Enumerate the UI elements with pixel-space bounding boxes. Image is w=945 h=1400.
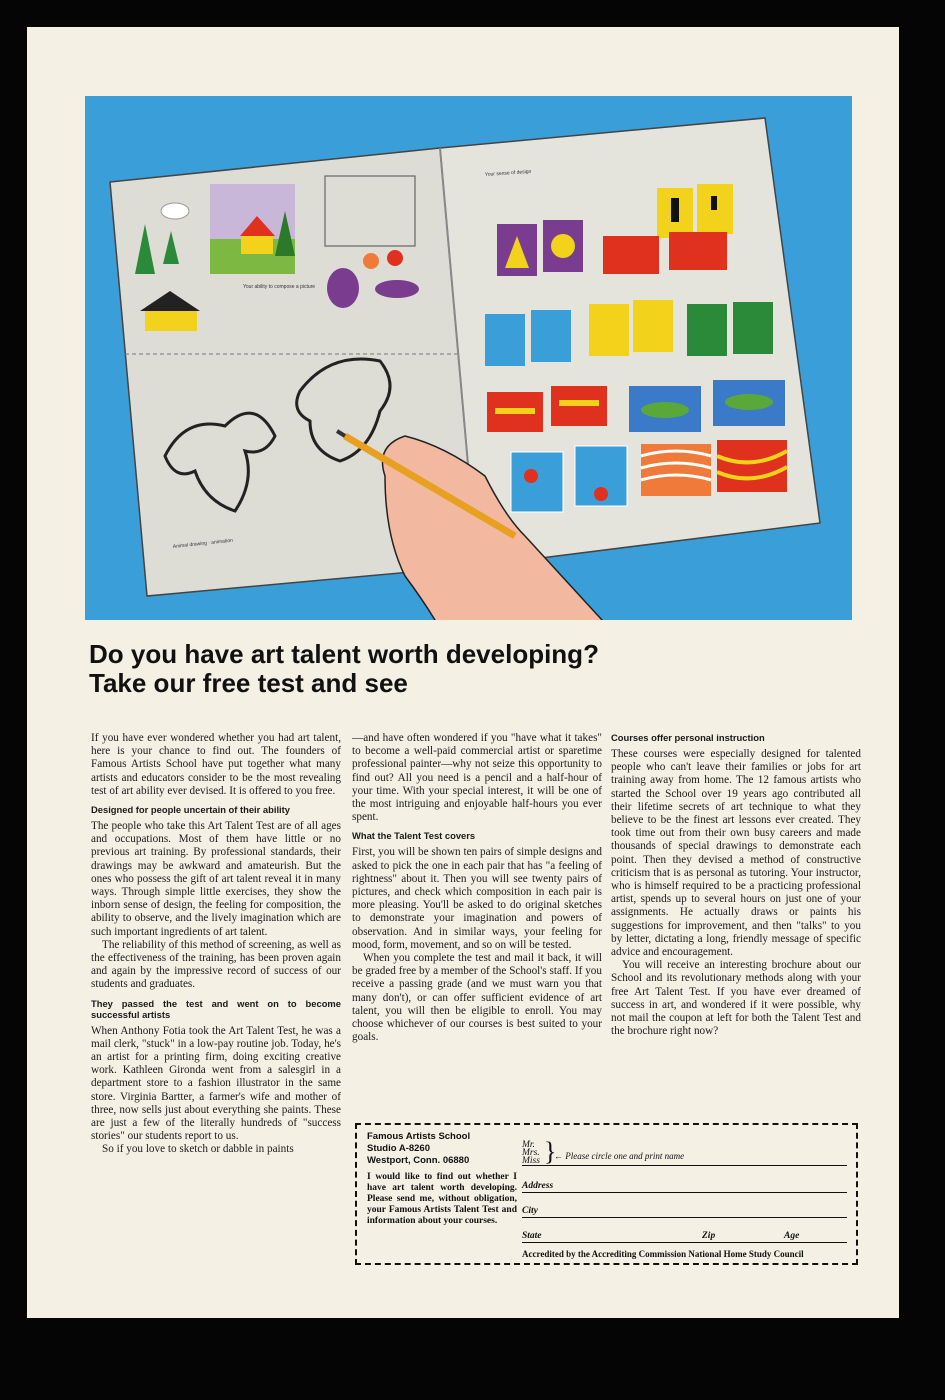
- paragraph: —and have often wondered if you "have what it takes" to become a well-paid commercial artist or sparetime professional painter—why not seize this opportunity to find out? All you need is a pencil and a half-hour of your time. With your special interest, it will be one of the most intriguing and enjoyable half-hours you ever spent.: [352, 732, 602, 824]
- body-column-3: [611, 732, 861, 1038]
- title-mr[interactable]: Mr.: [522, 1140, 535, 1150]
- house-shape: [145, 311, 197, 331]
- paragraph: When you complete the test and mail it back, it will be graded free by a member of the School's staff. If you receive a passing grade (and we must warn you that many don't), or can offer sufficient evidence of art talent, you will then be eligible to enroll. You may choose whichever of our courses is best suited to your goals.: [352, 952, 602, 1044]
- svg-text:Animal drawing · animation: Animal drawing · animation: [172, 537, 234, 550]
- paragraph: The reliability of this method of screening, as well as the effectiveness of the training, has been proven again and again by the impressive record of success of our students and graduates.: [91, 938, 341, 991]
- subheading: They passed the test and went on to become successful artists: [91, 997, 341, 1020]
- body-column-1: [91, 732, 341, 1157]
- headline: [89, 640, 849, 698]
- headline-line-1: Do you have art talent worth developing?: [89, 639, 599, 669]
- svg-text:Your sense of design: Your sense of design: [484, 168, 532, 178]
- state-label: State: [522, 1231, 542, 1241]
- vase-shape: [327, 268, 359, 308]
- school-studio: Studio A-8260: [367, 1143, 430, 1154]
- magazine-page: [27, 27, 899, 1318]
- accreditation-note: Accredited by the Accrediting Commission National Home Study Council: [522, 1249, 804, 1259]
- paragraph: You will receive an interesting brochure about our School and its revolutionary methods along with your free Art Talent Test. If you have ever dreamed of success in art, and wondered if it were possible, why not mail the coupon at left for both the Talent Test and the brochure right now?: [611, 959, 861, 1038]
- paragraph: If you have ever wondered whether you had art talent, here is your chance to find out. The founders of Famous Artists School have put together what many artists and educators consider to be the most revealing test of art ability ever devised. It is offered to you free.: [91, 732, 341, 797]
- school-city: Westport, Conn. 06880: [367, 1155, 470, 1166]
- paragraph: When Anthony Fotia took the Art Talent Test, he was a mail clerk, "stuck" in a low-pay routine job. Today, he's an artist for a printing firm, doing exciting creative work. Kathleen Gironda went from a salesgirl in a department store to a fashion illustrator in the same store. Virginia Bartter, a farmer's wife and mother of three, now sells just about everything she paints. These are just a few of the literally hundreds of "success stories" our students report to us.: [91, 1024, 341, 1143]
- subheading: What the Talent Test covers: [352, 830, 476, 842]
- svg-text:Your ability to compose a pict: Your ability to compose a picture: [243, 284, 316, 290]
- booklet-illustration: [85, 96, 852, 620]
- coupon-request-text: I would like to find out whether I have art talent worth developing. Please send me, without obligation, your Famous Artists Talent Test and information about your courses.: [367, 1172, 517, 1226]
- title-mrs[interactable]: Mrs.: [522, 1148, 540, 1158]
- paragraph: So if you love to sketch or dabble in paints: [102, 1143, 294, 1156]
- paragraph: These courses were especially designed for talented people who can't leave their families or jobs for art training away from home. The 12 famous artists who started the School over 19 years ago contributed all their lifetime secrets of art technique to what they believe to be the finest art lessons ever created. They took time out from their own busy careers and made thousands of special drawings to demonstrate each point. Then they devised a method of constructive criticism that is as personal as tutoring. Your instructor, who is himself required to be a practicing professional artist, spends up to several hours on just one of your assignments. He actually draws or paints his suggestions for improvement, and then "talks" to you by letter, dictating a long, friendly message of specific advice and encouragement.: [611, 748, 861, 959]
- name-field-line[interactable]: [522, 1165, 847, 1166]
- print-name-hint: ← Please circle one and print name: [554, 1151, 685, 1161]
- subheading: Courses offer personal instruction: [611, 732, 765, 743]
- city-field-line[interactable]: [522, 1217, 847, 1218]
- subheading: Designed for people uncertain of their ability: [91, 804, 290, 816]
- title-options[interactable]: [522, 1141, 540, 1165]
- brace-glyph: }: [544, 1137, 557, 1166]
- zip-label: Zip: [702, 1231, 716, 1241]
- headline-line-2: Take our free test and see: [89, 668, 408, 698]
- coupon-school-info: [367, 1131, 517, 1227]
- paragraph: The people who take this Art Talent Test are of all ages and occupations. Most of them have little or no previous art training. By professional standards, their drawings may be awkward and amateurish. But the ones who possess the gift of art talent reveal it in many ways. Through simple little exercises, they show the inborn sense of design, the feeling for composition, the ability to observe, and the lively imagination which are such important ingredients of art talent.: [91, 820, 341, 938]
- age-label: Age: [784, 1231, 800, 1241]
- address-label: Address: [522, 1181, 554, 1191]
- paragraph: First, you will be shown ten pairs of simple designs and asked to pick the one in each pair that has "a feeling of rightness" about it. Then you will see twenty pairs of pictures, and check which composition in each pair is more pleasing. You'll be asked to do original sketches to demonstrate your imagination and powers of observation. And in similar ways, your feeling for mood, form, movement, and so on will be tested.: [352, 846, 602, 951]
- address-field-line[interactable]: [522, 1192, 847, 1193]
- mail-coupon[interactable]: [355, 1123, 858, 1265]
- state-zip-age-field-line[interactable]: [522, 1242, 847, 1243]
- body-column-2: [352, 732, 602, 1044]
- illustration-art-test-booklet: [85, 96, 852, 620]
- school-name: Famous Artists School: [367, 1131, 471, 1142]
- title-miss[interactable]: Miss: [522, 1156, 540, 1166]
- city-label: City: [522, 1206, 538, 1216]
